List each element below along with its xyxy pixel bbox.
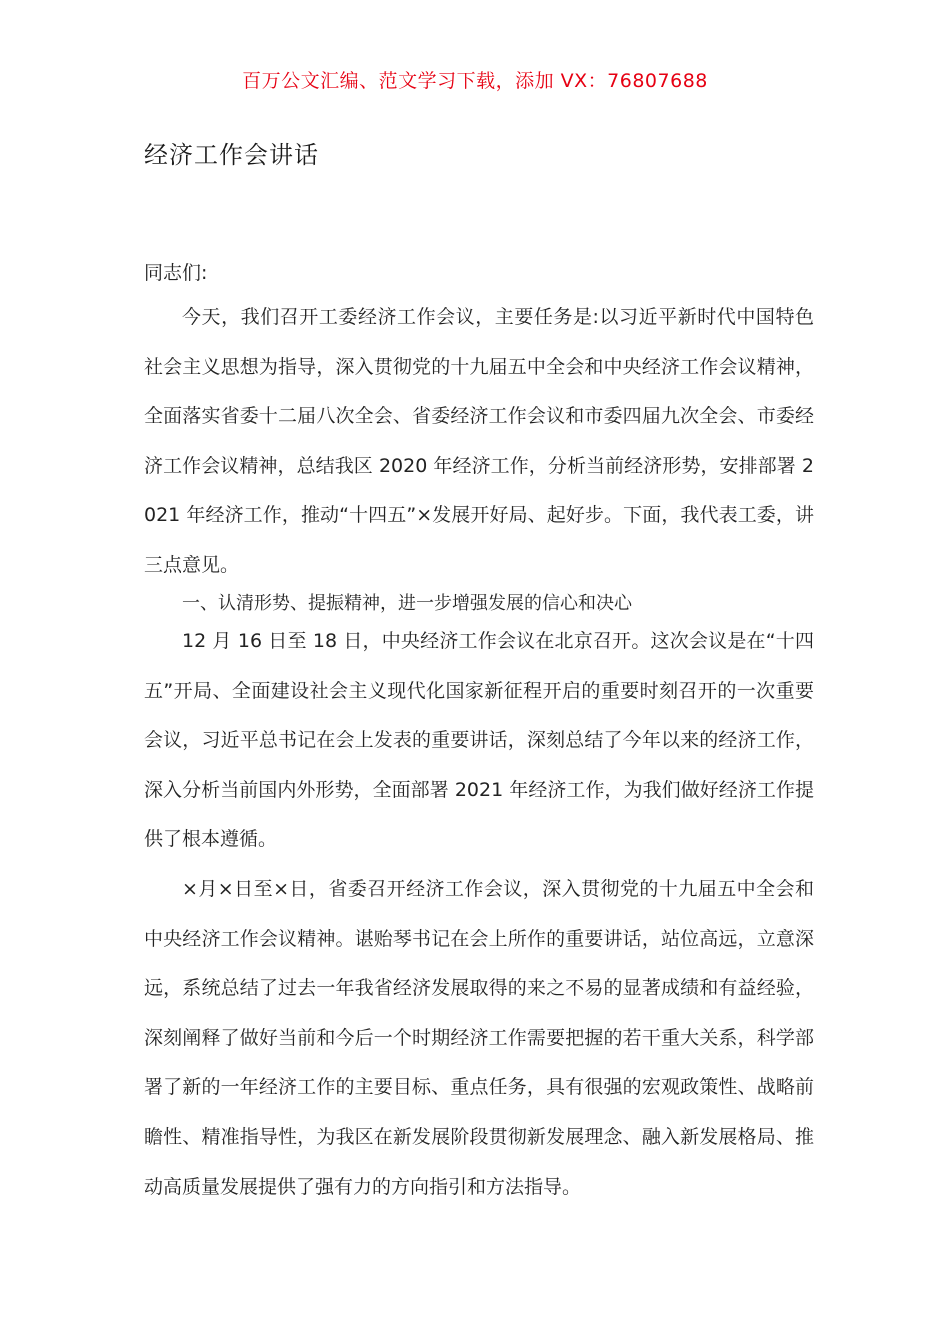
header-banner: 百万公文汇编、范文学习下载，添加 VX：76807688 [242, 70, 708, 92]
intro-paragraph: 今天，我们召开工委经济工作会议，主要任务是:以习近平新时代中国特色社会主义思想为指导，深入贯彻党的十九届五中全会和中央经济工作会议精神，全面落实省委十二届八次全会、省委经济工作会议和市委四届九次全会、市委经济工作会议精神，总结我区 2020 年经济工作，分析当前经济形势，安排部署 2021 年经济工作，推动“十四五”×发展开好局、起好步。下面，我代表工委，讲三点意见。 [144, 306, 814, 576]
document-title: 经济工作会讲话 [144, 141, 319, 169]
paragraph-provincial-meeting: ×月×日至×日，省委召开经济工作会议，深入贯彻党的十九届五中全会和中央经济工作会议精神。谌贻琴书记在会上所作的重要讲话，站位高远，立意深远，系统总结了过去一年我省经济发展取得的来之不易的显著成绩和有益经验，深刻阐释了做好当前和今后一个时期经济工作需要把握的若干重大关系，科学部署了新的一年经济工作的主要目标、重点任务，具有很强的宏观政策性、战略前瞻性、精准指导性，为我区在新发展阶段贯彻新发展理念、融入新发展格局、推动高质量发展提供了强有力的方向指引和方法指导。 [144, 878, 814, 1198]
paragraph-central-meeting: 12 月 16 日至 18 日，中央经济工作会议在北京召开。这次会议是在“十四五”开局、全面建设社会主义现代化国家新征程开启的重要时刻召开的一次重要会议，习近平总书记在会上发表的重要讲话，深刻总结了今年以来的经济工作，深入分析当前国内外形势，全面部署 2021 年经济工作，为我们做好经济工作提供了根本遵循。 [144, 630, 814, 851]
paragraph-block-2 [144, 617, 814, 865]
paragraph-block-3 [144, 865, 814, 1212]
section-heading: 一、认清形势、提振精神，进一步增强发展的信心和决心 [182, 593, 632, 614]
intro-paragraph-block [144, 293, 814, 591]
salutation: 同志们: [144, 262, 208, 284]
